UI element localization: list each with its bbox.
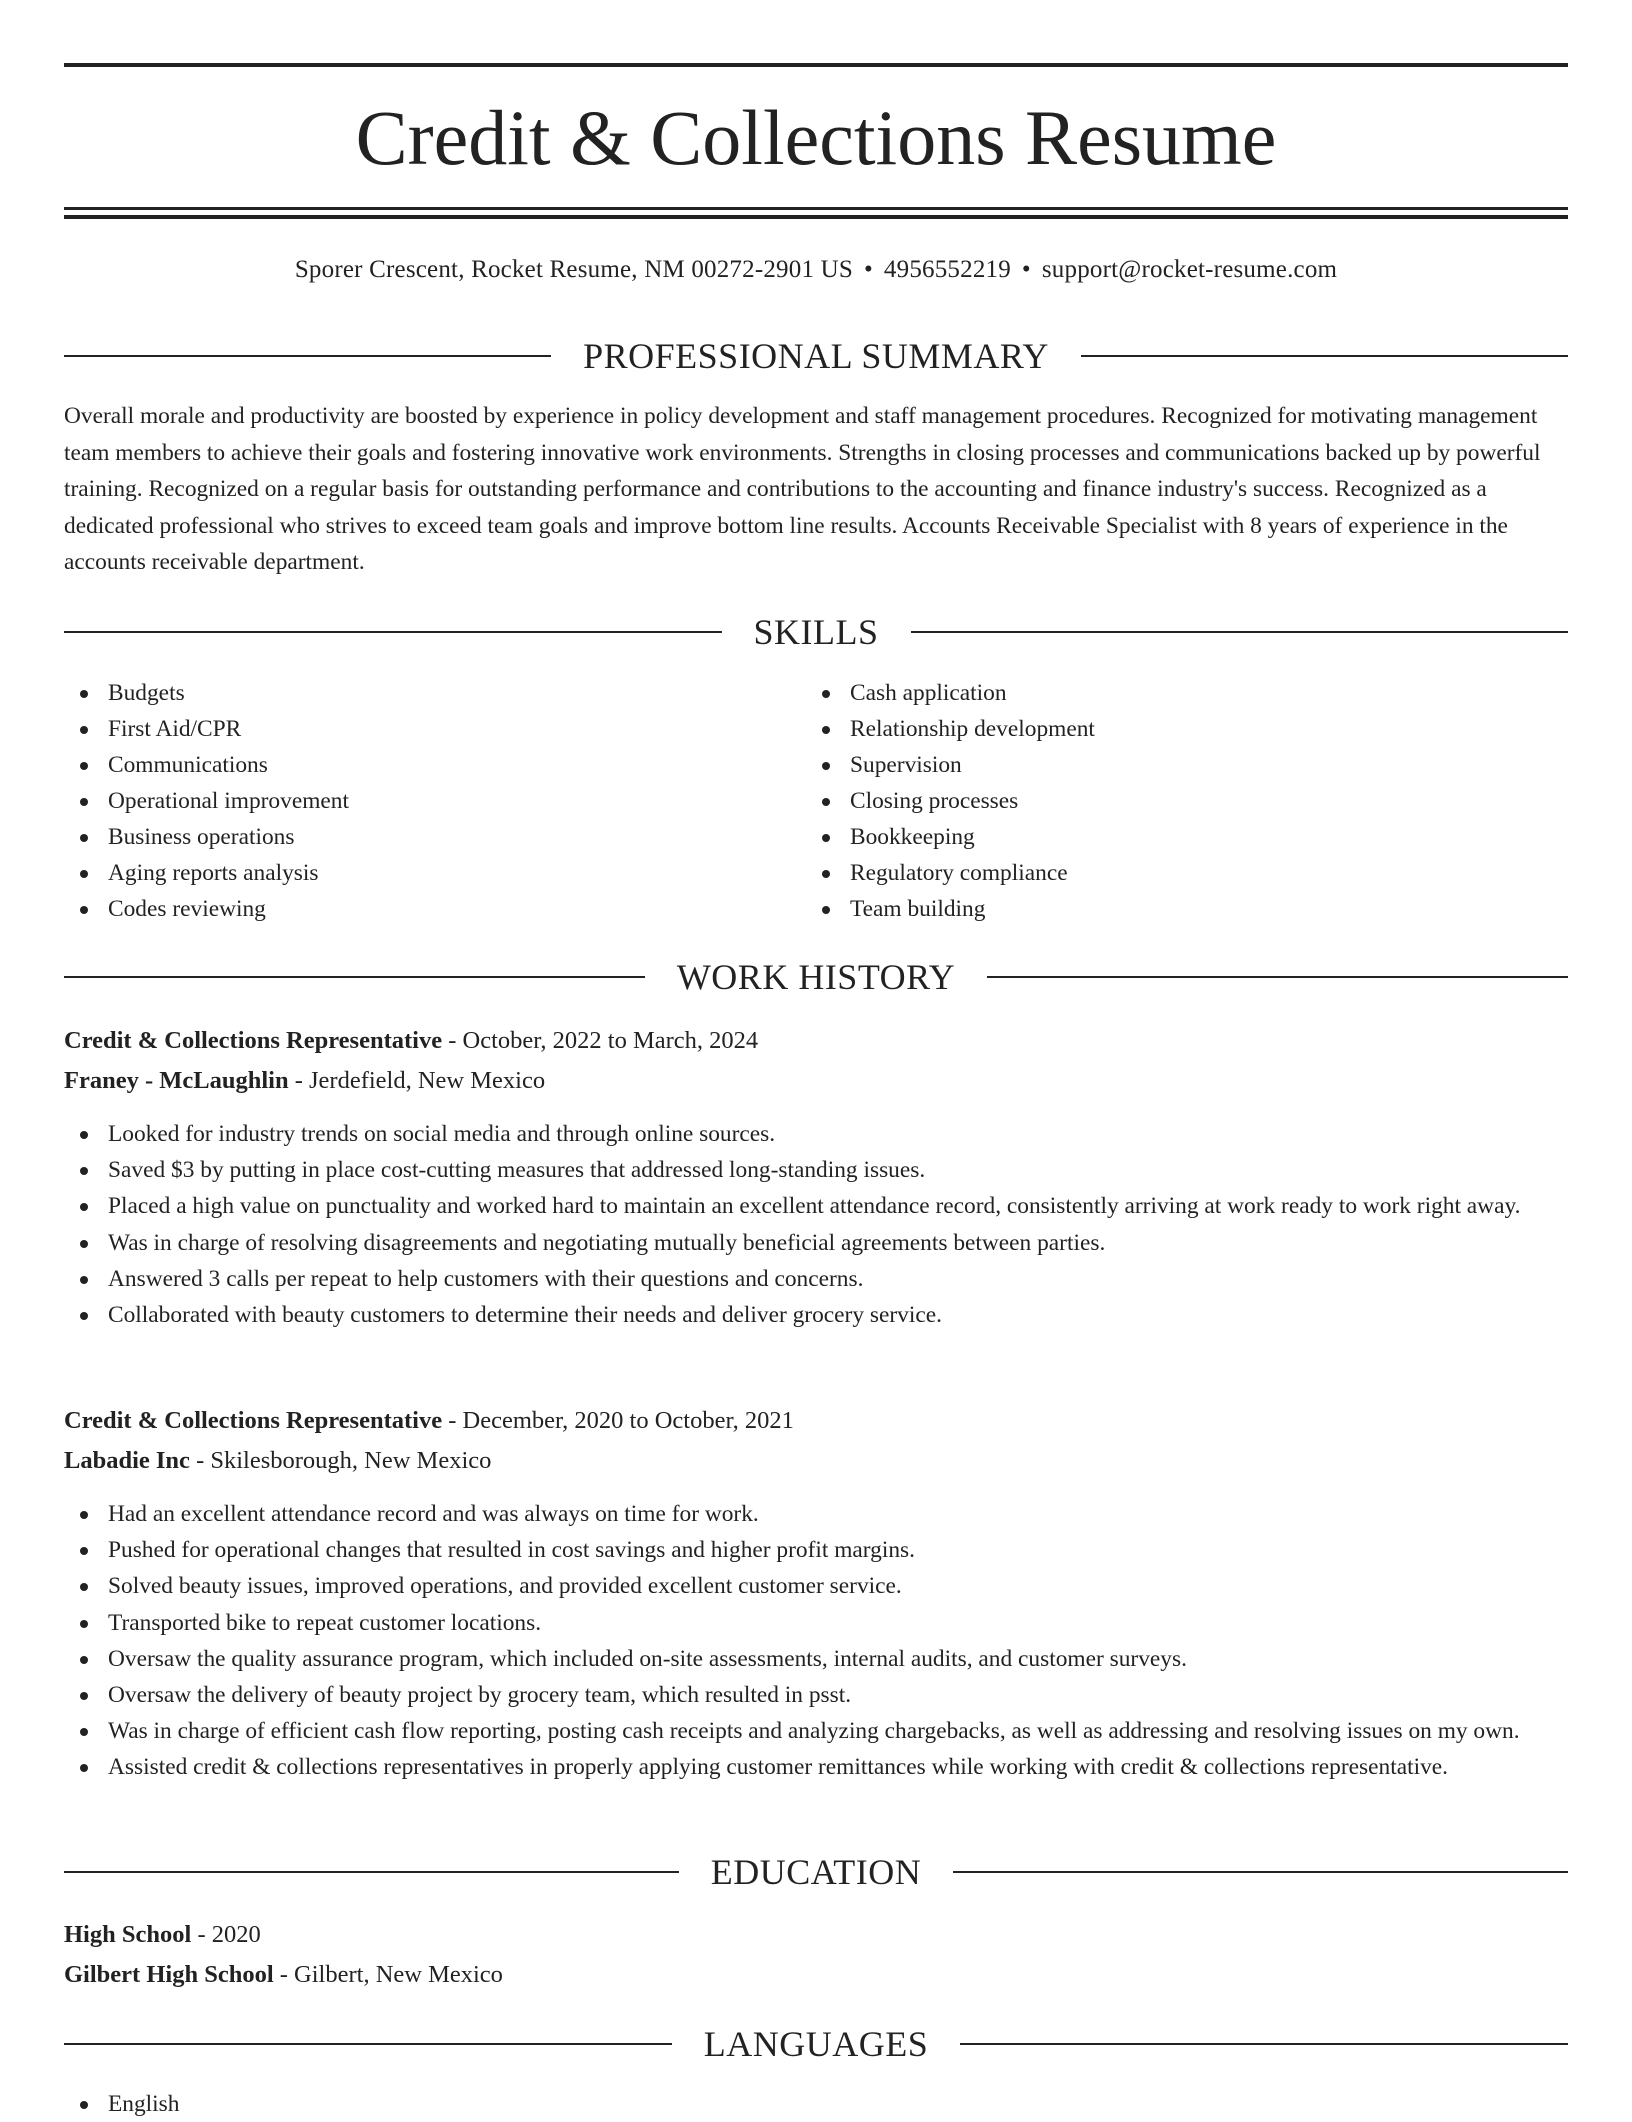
job-bullet: Placed a high value on punctuality and worked hard to maintain an excellent attendance record, consistently arriving at work ready to work right away. (64, 1188, 1568, 1224)
section-heading-work (64, 955, 1568, 999)
skill-item: Team building (806, 891, 1546, 927)
skills-list-left (64, 675, 804, 927)
heading-rule (953, 1871, 1568, 1873)
section-heading-summary (64, 334, 1568, 378)
job-bullet: Saved $3 by putting in place cost-cutting measures that addressed long-standing issues. (64, 1152, 1568, 1188)
skill-item: Cash application (806, 675, 1546, 711)
skills-column-left (64, 675, 804, 927)
job-bullet: Looked for industry trends on social media and through online sources. (64, 1116, 1568, 1152)
job-company: Franey - McLaughlin (64, 1067, 289, 1094)
job-bullet: Answered 3 calls per repeat to help customers with their questions and concerns. (64, 1261, 1568, 1297)
education-year: - 2020 (191, 1921, 261, 1948)
skill-item: First Aid/CPR (64, 711, 804, 747)
contact-line (64, 254, 1568, 286)
job-bullet: Assisted credit & collections representatives in properly applying customer remittances while working with credit & collections representative. (64, 1749, 1568, 1785)
job-bullet: Collaborated with beauty customers to determine their needs and deliver grocery service. (64, 1297, 1568, 1333)
language-item: English (64, 2086, 1568, 2122)
top-rule (64, 63, 1568, 67)
section-title-education: EDUCATION (710, 1852, 922, 1892)
section-title-skills: SKILLS (753, 612, 879, 652)
skill-item: Supervision (806, 747, 1546, 783)
skills-list-right (806, 675, 1546, 927)
job-title-line (64, 1023, 1568, 1059)
education-school: Gilbert High School (64, 1961, 274, 1988)
heading-rule (64, 976, 645, 978)
job-location: - Jerdefield, New Mexico (288, 1067, 546, 1094)
job-dates: - October, 2022 to March, 2024 (442, 1027, 759, 1054)
skill-item: Codes reviewing (64, 891, 804, 927)
job-title: Credit & Collections Representative (64, 1027, 443, 1054)
job-dates: - December, 2020 to October, 2021 (442, 1407, 794, 1434)
skill-item: Communications (64, 747, 804, 783)
job-title-line (64, 1403, 1568, 1439)
section-title-summary: PROFESSIONAL SUMMARY (583, 336, 1049, 376)
skill-item: Regulatory compliance (806, 855, 1546, 891)
job-bullets (64, 1116, 1568, 1333)
job-title: Credit & Collections Representative (64, 1407, 443, 1434)
heading-rule (64, 2043, 672, 2045)
skills-column-right (806, 675, 1546, 927)
title-rule-lower (64, 215, 1568, 219)
job-company-line (64, 1063, 1568, 1099)
section-title-work: WORK HISTORY (676, 957, 956, 997)
heading-rule (64, 1871, 679, 1873)
section-heading-languages (64, 2022, 1568, 2066)
job-bullet: Was in charge of resolving disagreements and negotiating mutually beneficial agreements between parties. (64, 1225, 1568, 1261)
job-bullet: Oversaw the quality assurance program, which included on-site assessments, internal audits, and customer surveys. (64, 1641, 1568, 1677)
job-bullet: Solved beauty issues, improved operations, and provided excellent customer service. (64, 1568, 1568, 1604)
education-degree-line (64, 1917, 1568, 1953)
contact-address: Sporer Crescent, Rocket Resume, NM 00272-2901 US (294, 256, 853, 283)
resume-title: Credit & Collections Resume (355, 94, 1277, 181)
education-school-line (64, 1957, 1568, 1993)
skill-item: Aging reports analysis (64, 855, 804, 891)
heading-rule (960, 2043, 1568, 2045)
contact-separator: • (863, 256, 873, 283)
job-company: Labadie Inc (64, 1447, 190, 1474)
job-bullet: Was in charge of efficient cash flow reporting, posting cash receipts and analyzing chargebacks, as well as addressing and resolving issues on my own. (64, 1713, 1568, 1749)
skill-item: Closing processes (806, 783, 1546, 819)
section-heading-skills (64, 610, 1568, 654)
contact-email: support@rocket-resume.com (1041, 256, 1338, 283)
heading-rule (911, 631, 1569, 633)
job-bullet: Pushed for operational changes that resulted in cost savings and higher profit margins. (64, 1532, 1568, 1568)
job-bullet: Transported bike to repeat customer locations. (64, 1605, 1568, 1641)
education-location: - Gilbert, New Mexico (273, 1961, 503, 1988)
summary-text: Overall morale and productivity are boosted by experience in policy development and staff management procedures. Recognized for motivating management team members to achieve their goals and fostering innovative work environments. Strengths in closing processes and communications backed up by powerful training. Recognized on a regular basis for outstanding performance and contributions to the accounting and finance industry's success. Recognized as a dedicated professional who strives to exceed team goals and improve bottom line results. Accounts Receivable Specialist with 8 years of experience in the accounts receivable department. (64, 403, 1541, 575)
heading-rule (64, 355, 551, 357)
section-title-languages: LANGUAGES (703, 2024, 929, 2064)
heading-rule (64, 631, 722, 633)
skill-item: Bookkeeping (806, 819, 1546, 855)
skill-item: Budgets (64, 675, 804, 711)
job-location: - Skilesborough, New Mexico (189, 1447, 492, 1474)
heading-rule (987, 976, 1568, 978)
skill-item: Relationship development (806, 711, 1546, 747)
heading-rule (1081, 355, 1568, 357)
languages-list (64, 2086, 1568, 2122)
skill-item: Operational improvement (64, 783, 804, 819)
job-company-line (64, 1443, 1568, 1479)
contact-phone: 4956552219 (883, 256, 1011, 283)
education-degree: High School (64, 1921, 192, 1948)
skill-item: Business operations (64, 819, 804, 855)
job-bullet: Oversaw the delivery of beauty project by grocery team, which resulted in psst. (64, 1677, 1568, 1713)
job-bullets (64, 1496, 1568, 1786)
job-bullet: Had an excellent attendance record and was always on time for work. (64, 1496, 1568, 1532)
title-rule-upper (64, 207, 1568, 210)
contact-separator: • (1021, 256, 1031, 283)
section-heading-education (64, 1850, 1568, 1894)
